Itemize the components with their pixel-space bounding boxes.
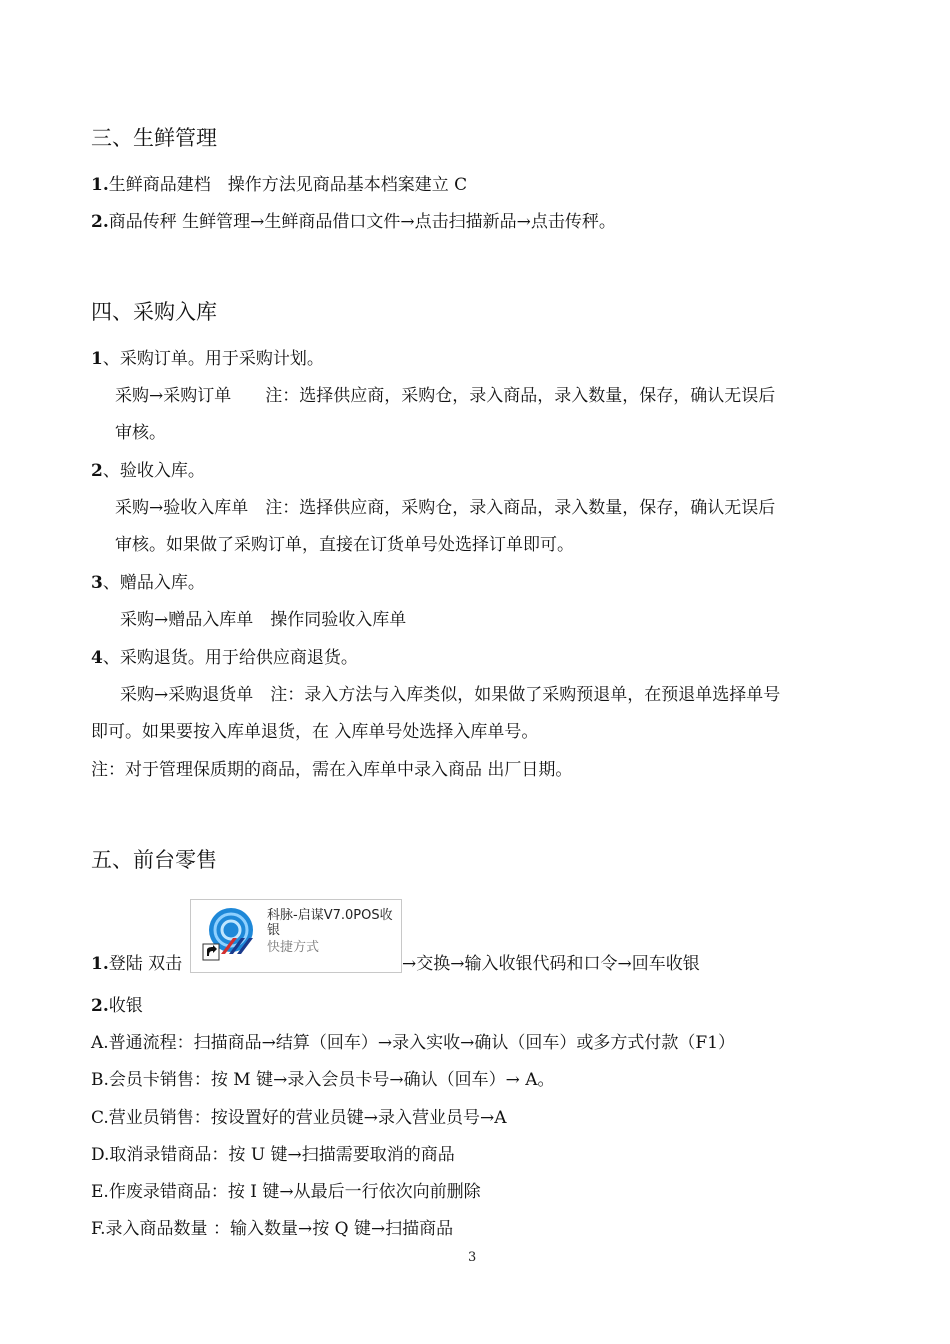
s4-item-3 [91,571,205,595]
s5-login-num: 1. [91,954,109,974]
s4-item-1-text: 、采购订单。用于采购计划。 [102,349,324,369]
s5-login-prefix [91,952,182,976]
s5-login-prefix-text: 登陆 双击 [108,954,183,974]
s4-item-4-num: 4 [91,648,103,668]
s3-item-1-text: 生鲜商品建档 操作方法见商品基本档案建立 C [108,175,468,195]
section-3-title: 三、生鲜管理 [91,126,217,150]
s4-item-1 [91,347,324,371]
s4-item-4-detail-2: 即可。如果要按入库单退货，在 入库单号处选择入库单号。 [91,722,539,742]
s4-item-4-text: 、采购退货。用于给供应商退货。 [102,648,358,668]
section-5-title: 五、前台零售 [91,848,217,872]
s5-step-e: E.作废录错商品：按 I 键→从最后一行依次向前删除 [91,1182,481,1202]
s5-step-b: B.会员卡销售：按 M 键→录入会员卡号→确认（回车）→ A。 [91,1070,555,1090]
s4-item-4-detail-1: 采购→采购退货单 注：录入方法与入库类似，如果做了采购预退单，在预退单选择单号 [120,685,781,705]
s5-cashier-num: 2. [91,996,109,1016]
s3-item-1-num: 1. [91,175,109,195]
s4-item-1-num: 1 [91,349,103,369]
s4-item-1-detail-2: 审核。 [115,423,166,443]
s4-item-3-num: 3 [91,573,103,593]
s5-login-suffix: →交换→输入收银代码和口令→回车收银 [402,954,700,974]
s4-item-4 [91,646,358,670]
s4-item-2 [91,459,205,483]
s4-item-3-text: 、赠品入库。 [102,573,205,593]
s4-item-2-num: 2 [91,461,103,481]
s4-item-2-detail-2: 审核。如果做了采购订单，直接在订货单号处选择订单即可。 [115,535,574,555]
shortcut-type: 快捷方式 [267,940,320,955]
section-4-title: 四、采购入库 [91,300,217,324]
s5-step-c: C.营业员销售：按设置好的营业员键→录入营业员号→A [91,1108,507,1128]
s3-item-2 [91,210,616,234]
pos-shortcut[interactable] [190,899,402,973]
s3-item-1 [91,173,467,197]
s4-item-3-detail-1: 采购→赠品入库单 操作同验收入库单 [120,610,407,630]
s4-note: 注：对于管理保质期的商品，需在入库单中录入商品 出厂日期。 [91,760,573,780]
pos-app-shortcut-icon [201,906,257,962]
s4-item-2-text: 、验收入库。 [102,461,205,481]
s5-step-f: F.录入商品数量 ：输入数量→按 Q 键→扫描商品 [91,1219,454,1239]
s5-step-a: A.普通流程：扫描商品→结算（回车）→录入实收→确认（回车）或多方式付款（F1） [91,1033,736,1053]
s4-item-1-detail-1: 采购→采购订单 注：选择供应商，采购仓，录入商品，录入数量，保存，确认无误后 [115,386,776,406]
shortcut-name: 科脉-启谋V7.0POS收银 [267,908,393,938]
s3-item-2-num: 2. [91,212,109,232]
s5-step-d: D.取消录错商品：按 U 键→扫描需要取消的商品 [91,1145,455,1165]
page-number: 3 [468,1250,477,1265]
s3-item-2-text: 商品传秤 生鲜管理→生鲜商品借口文件→点击扫描新品→点击传秤。 [108,212,616,232]
s4-item-2-detail-1: 采购→验收入库单 注：选择供应商，采购仓，录入商品，录入数量，保存，确认无误后 [115,498,776,518]
s5-cashier-text: 收银 [108,996,143,1016]
s5-cashier [91,994,143,1018]
